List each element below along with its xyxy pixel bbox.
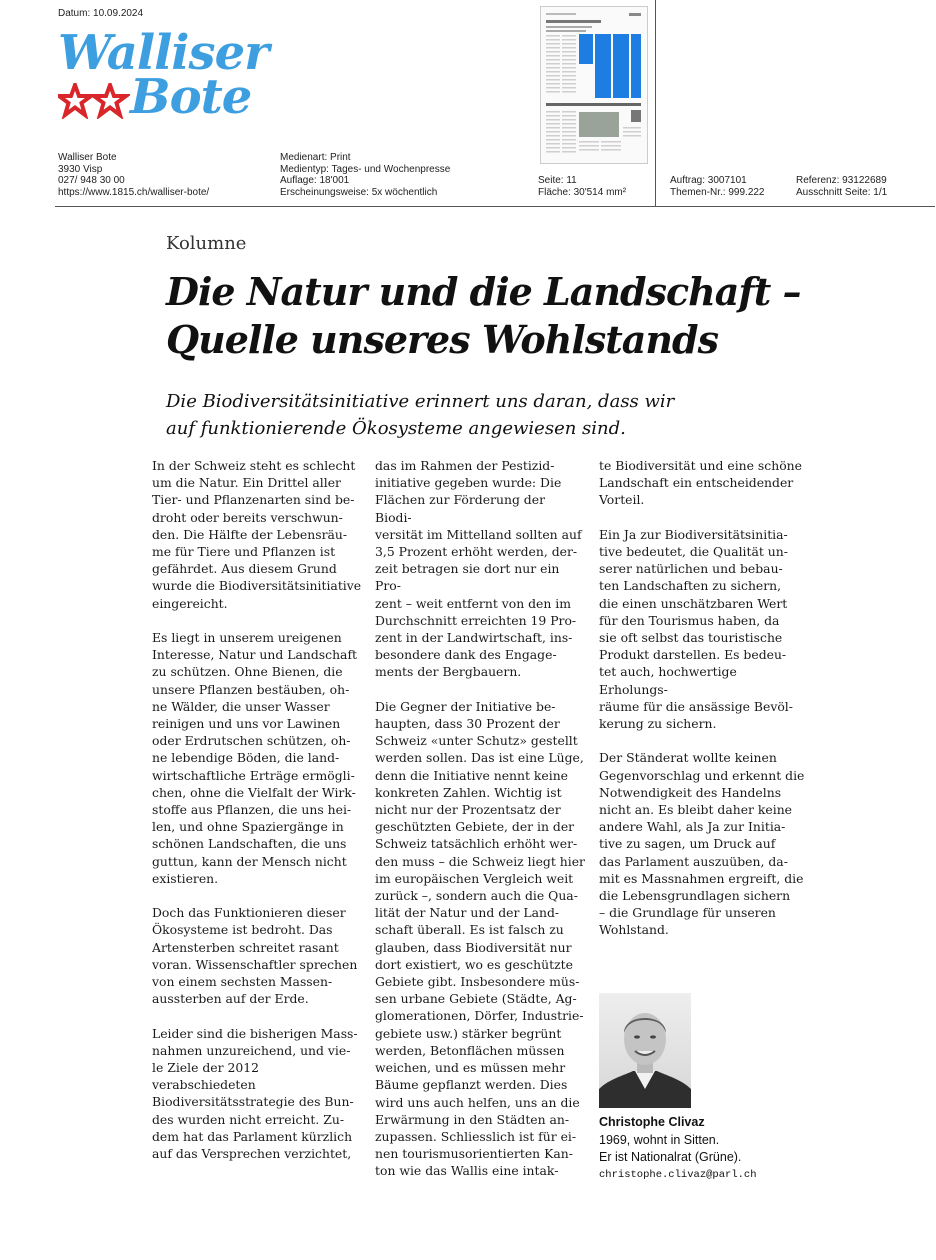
article-text-line: versität im Mittelland sollten auf xyxy=(375,526,582,542)
article-text-line: Es liegt in unserem ureigenen xyxy=(152,630,342,646)
author-portrait-image xyxy=(599,993,691,1108)
article-text-line: droht oder bereits verschwun- xyxy=(152,509,343,525)
walliser-bote-logo xyxy=(58,25,278,125)
article-text-line: 3,5 Prozent erhöht werden, der- xyxy=(375,544,578,560)
article-text-line: Gebiete gibt. Insbesondere müs- xyxy=(375,974,580,990)
media-line: Medienart: Print xyxy=(280,152,351,163)
article-text-line: nen tourismusorientierten Kan- xyxy=(375,1146,573,1162)
author-portrait xyxy=(599,993,691,1108)
article-text-line: wirtschaftliche Erträge ermögli- xyxy=(152,767,355,783)
logo-stars-icon xyxy=(58,83,130,119)
publisher-info xyxy=(58,152,209,198)
article-text-line: initiative gegeben wurde: Die xyxy=(375,475,562,491)
article-text-line: zu schützen. Ohne Bienen, die xyxy=(152,664,343,680)
header-divider-vertical xyxy=(655,0,656,206)
reference-info-line: Ausschnitt Seite: 1/1 xyxy=(796,186,888,198)
article-text-line: das Parlament auszuüben, da- xyxy=(599,853,788,869)
article-text-line: denn die Initiative nennt keine xyxy=(375,767,569,783)
article-text-line: mit es Massnahmen ergreift, die xyxy=(599,870,804,886)
article-text-line: zent – weit entfernt von den im xyxy=(375,595,572,611)
article-paragraph xyxy=(599,749,809,938)
article-text-line: Ein Ja zur Biodiversitätsinitia- xyxy=(599,526,788,542)
article-text-line: Erwärmung in den Städten an- xyxy=(375,1111,570,1127)
article-lead xyxy=(166,388,726,442)
article-text-line: lität der Natur und der Land- xyxy=(375,905,560,921)
article-text-line: unsere Pflanzen bestäuben, oh- xyxy=(152,681,350,697)
page-info-line: Fläche: 30'514 mm² xyxy=(538,186,627,198)
logo-word-1: Walliser xyxy=(58,25,269,81)
article-text-line: voran. Wissenschaftler sprechen xyxy=(152,956,358,972)
article-text-line: nahmen unzureichend, und vie- xyxy=(152,1042,351,1058)
clipping-date: Datum: 10.09.2024 xyxy=(58,8,144,19)
page-thumbnail-graphic xyxy=(541,7,647,163)
article-text-line: tive zu sagen, um Druck auf xyxy=(599,836,776,852)
article-text-line: zupassen. Schliesslich ist für ei- xyxy=(375,1128,577,1144)
article-text-line: te Biodiversität und eine schöne xyxy=(599,458,802,473)
article-text-line: tive bedeutet, die Qualität un- xyxy=(599,544,788,559)
article-text-line: Tier- und Pflanzenarten sind be- xyxy=(152,492,355,508)
article-text-line: serer natürlichen und bebau- xyxy=(599,561,783,577)
header-divider-horizontal xyxy=(55,206,935,207)
article-text-line: im europäischen Vergleich weit xyxy=(375,870,574,886)
article-text-line: konkreten Zahlen. Wichtig ist xyxy=(375,784,562,800)
order-info-line: Themen-Nr.: 999.222 xyxy=(670,186,765,198)
article-text-line: Wohlstand. xyxy=(599,922,669,938)
article-text-line: Doch das Funktionieren dieser xyxy=(152,905,346,921)
order-info xyxy=(670,175,765,198)
media-line: Medientyp: Tages- und Wochenpresse xyxy=(280,163,451,175)
article-text-line: gebiete usw.) stärker begrünt xyxy=(375,1025,562,1041)
article-paragraph xyxy=(152,904,362,1007)
article-text-line: die Lebensgrundlagen sichern xyxy=(599,888,791,904)
article-text-line: sen urbane Gebiete (Städte, Ag- xyxy=(375,991,577,1007)
logo-word-2: Bote xyxy=(130,69,252,125)
article-text-line: glauben, dass Biodiversität nur xyxy=(375,939,572,955)
article-lead-line: auf funktionierende Ökosysteme angewiesen sind. xyxy=(166,418,626,439)
article-text-line: Bäume gepflanzt werden. Dies xyxy=(375,1077,568,1093)
article-paragraph xyxy=(599,526,809,732)
article-text-line: sie oft selbst das touristische xyxy=(599,630,783,646)
article-text-line: guttun, kann der Mensch nicht xyxy=(152,853,347,869)
article-lead-line: Die Biodiversitätsinitiative erinnert uns daran, dass wir xyxy=(166,391,675,412)
article-text-line: Der Ständerat wollte keinen xyxy=(599,750,777,766)
article-text-line: gefährdet. Aus diesem Grund xyxy=(152,561,337,577)
author-email: christophe.clivaz@parl.ch xyxy=(599,1168,757,1181)
article-text-line: kerung zu sichern. xyxy=(599,716,717,732)
article-text-line: reinigen und uns vor Lawinen xyxy=(152,716,341,732)
article-title-line: Quelle unseres Wohlstands xyxy=(166,317,718,362)
article-text-line: ten Landschaften zu sichern, xyxy=(599,578,782,594)
article-text-line: schaft überall. Es ist falsch zu xyxy=(375,922,564,938)
article-text-line: Artensterben schreitet rasant xyxy=(152,939,339,955)
article-text-line: – die Grundlage für unseren xyxy=(599,905,776,921)
publisher-line: 027/ 948 30 00 xyxy=(58,175,125,187)
article-text-line: räume für die ansässige Bevöl- xyxy=(599,698,793,714)
article-text-line: werden sollen. Das ist eine Lüge, xyxy=(375,750,584,766)
article-text-line: glomerationen, Dörfer, Industrie- xyxy=(375,1008,584,1024)
publisher-line: https://www.1815.ch/walliser-bote/ xyxy=(58,186,210,198)
article-text-line: aussterben auf der Erde. xyxy=(152,991,309,1007)
reference-info xyxy=(796,175,887,198)
article-text-line: Landschaft ein entscheidender xyxy=(599,475,794,491)
article-column-3 xyxy=(599,457,809,956)
article-text-line: dem hat das Parlament kürzlich xyxy=(152,1128,353,1144)
media-line: Erscheinungsweise: 5x wöchentlich xyxy=(280,186,438,198)
article-text-line: Notwendigkeit des Handelns xyxy=(599,784,782,800)
article-text-line: auf das Versprechen verzichtet, xyxy=(152,1146,352,1162)
author-caption xyxy=(599,1114,757,1184)
reference-info-line: Referenz: 93122689 xyxy=(796,175,887,186)
order-info-line: Auftrag: 3007101 xyxy=(670,175,747,186)
article-text-line: von einem sechsten Massen- xyxy=(152,974,333,990)
article-text-line: Schweiz «unter Schutz» gestellt xyxy=(375,733,578,749)
article-text-line: Ökosysteme ist bedroht. Das xyxy=(152,922,333,938)
article-text-line: andere Wahl, als Ja zur Initia- xyxy=(599,819,786,835)
article-text-line: Biodiversitätsstrategie des Bun- xyxy=(152,1094,354,1110)
article-text-line: ne lebendige Böden, die land- xyxy=(152,750,340,766)
article-text-line: zeit betragen sie dort nur ein Pro- xyxy=(375,561,560,594)
article-text-line: ne Wälder, die unser Wasser xyxy=(152,698,330,714)
article-paragraph xyxy=(599,457,809,509)
article-text-line: Durchschnitt erreichten 19 Pro- xyxy=(375,612,577,628)
article-text-line: ton wie das Wallis eine intak- xyxy=(375,1163,559,1179)
article-text-line: tet auch, hochwertige Erholungs- xyxy=(599,664,737,697)
article-text-line: In der Schweiz steht es schlecht xyxy=(152,458,356,473)
article-text-line: zurück –, sondern auch die Qua- xyxy=(375,888,578,904)
page-info xyxy=(538,175,626,198)
article-text-line: geschützten Gebiete, der in der xyxy=(375,819,575,835)
article-paragraph xyxy=(152,629,362,887)
article-text-line: Flächen zur Förderung der Biodi- xyxy=(375,492,545,525)
article-text-line: weichen, und es müssen mehr xyxy=(375,1060,566,1076)
article-text-line: Die Gegner der Initiative be- xyxy=(375,698,556,714)
author-bio-line: Er ist Nationalrat (Grüne). xyxy=(599,1150,742,1164)
article-text-line: des wurden nicht erreicht. Zu- xyxy=(152,1111,345,1127)
article-text-line: den. Die Hälfte der Lebensräu- xyxy=(152,526,348,542)
page-info-line: Seite: 11 xyxy=(538,175,577,186)
article-text-line: besondere dank des Engage- xyxy=(375,647,557,663)
article-text-line: oder Erdrutschen schützen, oh- xyxy=(152,733,351,749)
article-text-line: eingereicht. xyxy=(152,595,228,611)
article-text-line: chen, ohne die Vielfalt der Wirk- xyxy=(152,784,356,800)
article-text-line: das im Rahmen der Pestizid- xyxy=(375,458,555,473)
article-column-1 xyxy=(152,457,362,1179)
rubric: Kolumne xyxy=(166,233,247,254)
article-text-line: Interesse, Natur und Landschaft xyxy=(152,647,358,663)
article-text-line: wird uns auch helfen, uns an die xyxy=(375,1094,580,1110)
article-text-line: me für Tiere und Pflanzen ist xyxy=(152,544,336,560)
media-info xyxy=(280,152,450,198)
article-text-line: Gegenvorschlag und erkennt die xyxy=(599,767,805,783)
article-text-line: werden, Betonflächen müssen xyxy=(375,1042,565,1058)
article-paragraph xyxy=(152,1025,362,1163)
article-title-line: Die Natur und die Landschaft – xyxy=(166,269,801,314)
article-text-line: le Ziele der 2012 verabschiedeten xyxy=(152,1060,260,1093)
publisher-line: 3930 Visp xyxy=(58,163,103,175)
article-column-2 xyxy=(375,457,585,1197)
article-text-line: ments der Bergbauern. xyxy=(375,664,522,680)
article-text-line: Vorteil. xyxy=(599,492,645,508)
article-text-line: len, und ohne Spaziergänge in xyxy=(152,819,344,835)
article-text-line: den muss – die Schweiz liegt hier xyxy=(375,853,585,869)
article-text-line: Produkt darstellen. Es bedeu- xyxy=(599,647,787,663)
page-thumbnail xyxy=(540,6,648,164)
media-line: Auflage: 18'001 xyxy=(280,175,350,187)
article-text-line: Schweiz tatsächlich erhöht wer- xyxy=(375,836,578,852)
article-text-line: für den Tourismus haben, da xyxy=(599,612,780,628)
article-text-line: nicht nur der Prozentsatz der xyxy=(375,802,561,818)
article-title xyxy=(166,268,801,364)
article-text-line: wurde die Biodiversitätsinitiative xyxy=(152,578,362,594)
author-bio-line: 1969, wohnt in Sitten. xyxy=(599,1132,720,1147)
article-text-line: nicht an. Es bleibt daher keine xyxy=(599,802,793,818)
article-text-line: stoffe aus Pflanzen, die uns hei- xyxy=(152,802,352,818)
author-name: Christophe Clivaz xyxy=(599,1115,705,1129)
article-text-line: existieren. xyxy=(152,870,219,886)
article-text-line: Leider sind die bisherigen Mass- xyxy=(152,1025,358,1041)
publisher-line: Walliser Bote xyxy=(58,152,117,163)
article-text-line: dort existiert, wo es geschützte xyxy=(375,956,573,972)
article-text-line: die einen unschätzbaren Wert xyxy=(599,595,788,611)
article-paragraph xyxy=(152,457,362,612)
article-text-line: zent in der Landwirtschaft, ins- xyxy=(375,630,573,646)
article-text-line: schönen Landschaften, die uns xyxy=(152,836,347,852)
article-paragraph xyxy=(375,457,585,681)
article-paragraph xyxy=(375,698,585,1180)
article-text-line: um die Natur. Ein Drittel aller xyxy=(152,475,341,491)
article-text-line: haupten, dass 30 Prozent der xyxy=(375,716,560,732)
